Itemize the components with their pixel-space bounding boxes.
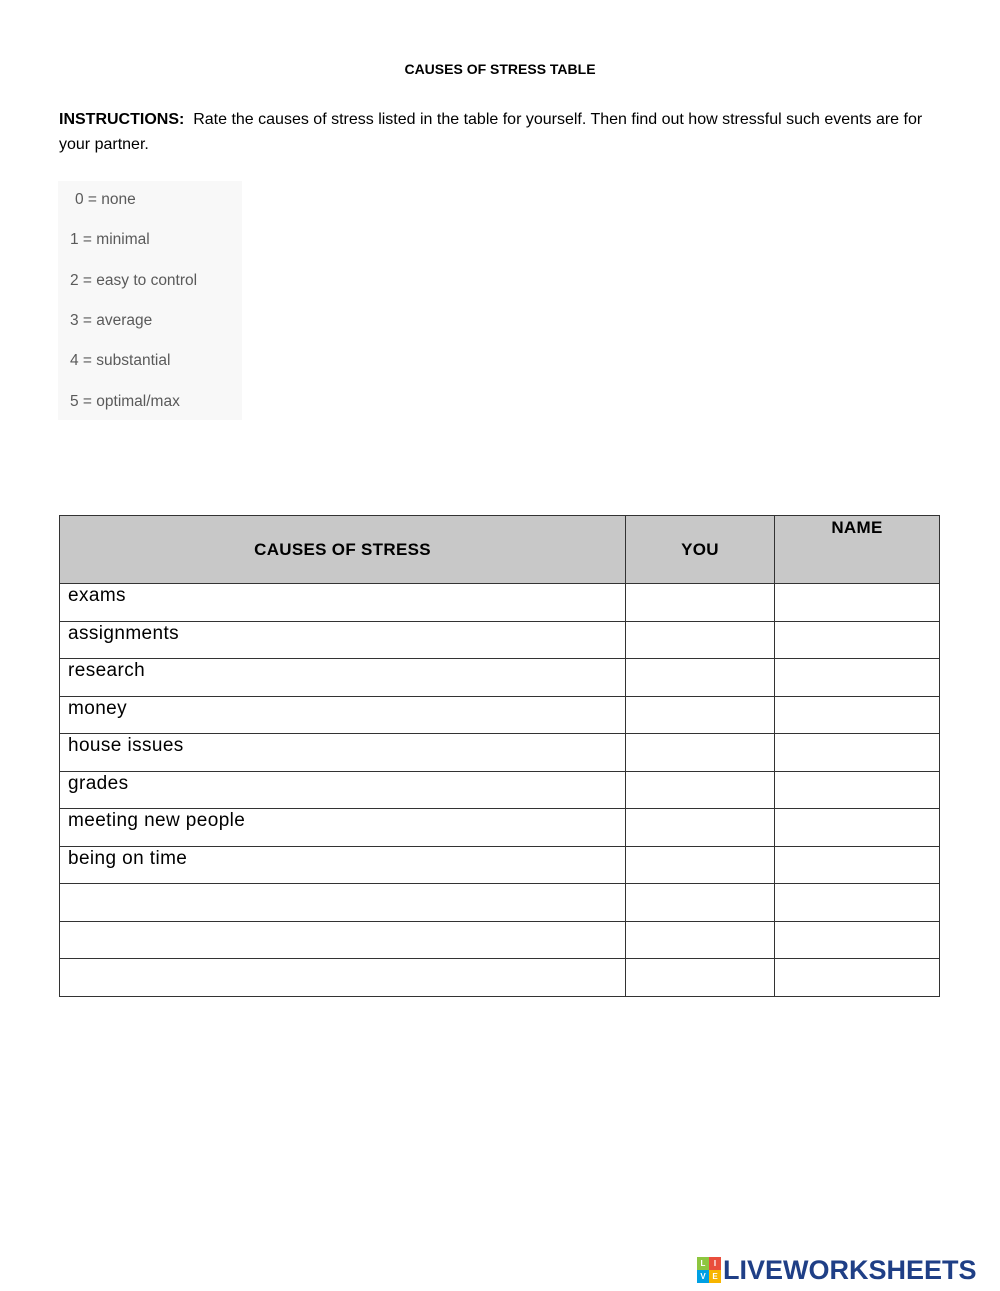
- partner-rating-cell[interactable]: [775, 884, 940, 922]
- cause-cell: assignments: [60, 621, 626, 659]
- page-title: CAUSES OF STRESS TABLE: [404, 61, 596, 77]
- table-row: [60, 959, 940, 997]
- cause-cell: meeting new people: [60, 809, 626, 847]
- logo-tile-v: V: [697, 1270, 709, 1283]
- logo-tile-l: L: [697, 1257, 709, 1270]
- liveworksheets-logo-icon: [697, 1257, 721, 1283]
- you-rating-cell[interactable]: [626, 734, 775, 772]
- scale-item: 4 = substantial: [70, 352, 171, 369]
- cause-cell: exams: [60, 584, 626, 622]
- you-rating-cell[interactable]: [626, 809, 775, 847]
- table-row: [60, 734, 940, 772]
- scale-item: 1 = minimal: [70, 231, 150, 248]
- you-rating-cell[interactable]: [626, 846, 775, 884]
- table-row: [60, 809, 940, 847]
- header-name: NAME: [775, 516, 940, 584]
- cause-cell: house issues: [60, 734, 626, 772]
- scale-item: 0 = none: [75, 191, 136, 208]
- partner-rating-cell[interactable]: [775, 846, 940, 884]
- table-row: [60, 659, 940, 697]
- stress-table: [59, 515, 940, 997]
- scale-item: 5 = optimal/max: [70, 393, 180, 410]
- you-rating-cell[interactable]: [626, 959, 775, 997]
- you-rating-cell[interactable]: [626, 621, 775, 659]
- table-row: [60, 696, 940, 734]
- instructions-label: INSTRUCTIONS:: [59, 111, 185, 128]
- header-you: YOU: [626, 516, 775, 584]
- you-rating-cell[interactable]: [626, 771, 775, 809]
- partner-rating-cell[interactable]: [775, 584, 940, 622]
- cause-cell: grades: [60, 771, 626, 809]
- partner-rating-cell[interactable]: [775, 696, 940, 734]
- partner-rating-cell[interactable]: [775, 734, 940, 772]
- header-causes: CAUSES OF STRESS: [60, 516, 626, 584]
- you-rating-cell[interactable]: [626, 659, 775, 697]
- partner-rating-cell[interactable]: [775, 809, 940, 847]
- cause-cell[interactable]: [60, 921, 626, 959]
- table-row: [60, 621, 940, 659]
- logo-tile-e: E: [709, 1270, 721, 1283]
- you-rating-cell[interactable]: [626, 584, 775, 622]
- you-rating-cell[interactable]: [626, 696, 775, 734]
- scale-item: 2 = easy to control: [70, 272, 198, 289]
- cause-cell[interactable]: [60, 959, 626, 997]
- table-row: [60, 921, 940, 959]
- table-row: [60, 846, 940, 884]
- scale-item: 3 = average: [70, 312, 153, 329]
- instructions: [59, 107, 944, 157]
- you-rating-cell[interactable]: [626, 921, 775, 959]
- logo-text: LIVEWORKSHEETS: [723, 1254, 977, 1285]
- partner-rating-cell[interactable]: [775, 959, 940, 997]
- instructions-text: Rate the causes of stress listed in the table for yourself. Then find out how stressful such events are for your partner.: [59, 111, 923, 153]
- table-header-row: [60, 516, 940, 584]
- partner-rating-cell[interactable]: [775, 771, 940, 809]
- cause-cell: research: [60, 659, 626, 697]
- cause-cell: money: [60, 696, 626, 734]
- liveworksheets-logo: [697, 1255, 977, 1285]
- table-row: [60, 584, 940, 622]
- logo-tile-i: I: [709, 1257, 721, 1270]
- rating-scale: [58, 181, 242, 420]
- partner-rating-cell[interactable]: [775, 659, 940, 697]
- table-row: [60, 884, 940, 922]
- cause-cell[interactable]: [60, 884, 626, 922]
- table-row: [60, 771, 940, 809]
- cause-cell: being on time: [60, 846, 626, 884]
- partner-rating-cell[interactable]: [775, 921, 940, 959]
- you-rating-cell[interactable]: [626, 884, 775, 922]
- partner-rating-cell[interactable]: [775, 621, 940, 659]
